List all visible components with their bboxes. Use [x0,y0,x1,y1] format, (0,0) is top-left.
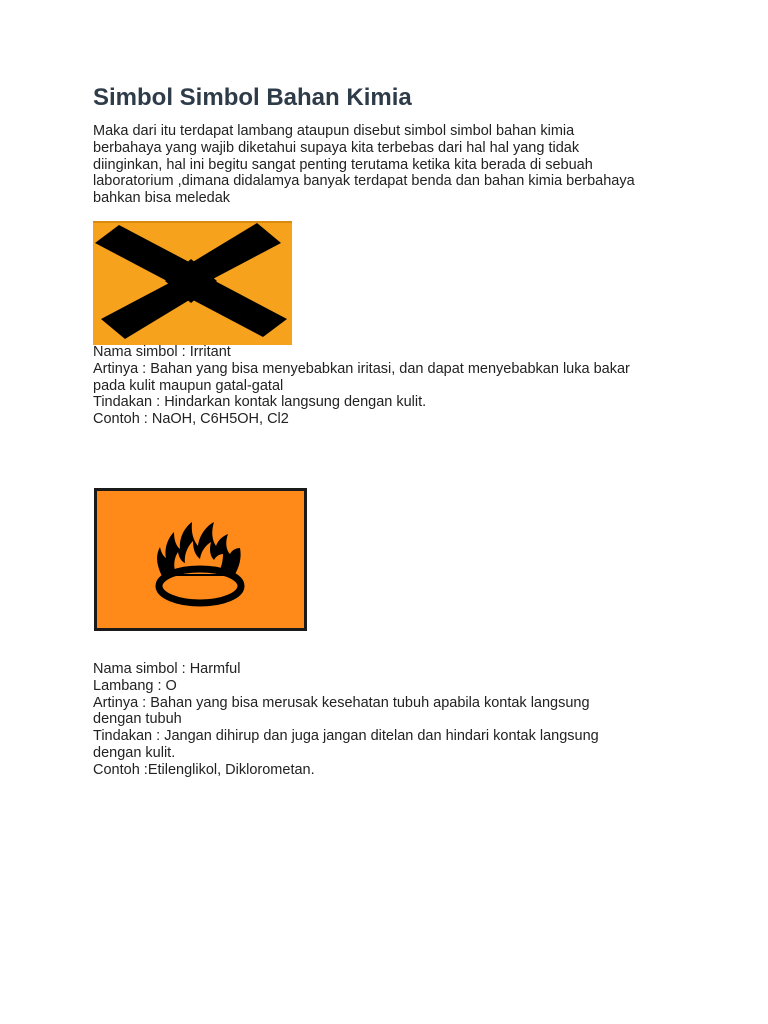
intro-line: berbahaya yang wajib diketahui supaya kita terbebas dari hal hal yang tidak [93,139,580,156]
harmful-description [93,661,693,779]
harmful-action-line: Tindakan : Jangan dihirup dan juga jangan ditelan dan hindari kontak langsung [93,728,599,745]
flame-over-circle-symbol-icon [94,488,307,631]
irritant-meaning-line: Artinya : Bahan yang bisa menyebabkan iritasi, dan dapat menyebabkan luka bakar [93,360,630,377]
harmful-meaning-line: dengan tubuh [93,711,182,728]
intro-line: laboratorium ,dimana didalamya banyak terdapat benda dan bahan kimia berbahaya [93,173,635,190]
irritant-meaning-line: pada kulit maupun gatal-gatal [93,377,284,394]
intro-paragraph [93,123,693,207]
harmful-action-line: dengan kulit. [93,744,176,761]
irritant-example-line: Contoh : NaOH, C6H5OH, Cl2 [93,411,289,428]
irritant-x-symbol-icon [93,221,292,345]
harmful-example-line: Contoh :Etilenglikol, Diklorometan. [93,761,315,778]
harmful-meaning-line: Artinya : Bahan yang bisa merusak kesehatan tubuh apabila kontak langsung [93,694,590,711]
document-title: Simbol Simbol Bahan Kimia [93,84,412,111]
intro-line: bahkan bisa meledak [93,190,231,207]
irritant-description [93,344,693,428]
intro-line: diinginkan, hal ini begitu sangat penting terutama ketika kita berada di sebuah [93,156,593,173]
harmful-symbol-line: Lambang : O [93,677,177,694]
irritant-action-line: Tindakan : Hindarkan kontak langsung dengan kulit. [93,394,427,411]
irritant-name-line: Nama simbol : Irritant [93,344,231,360]
harmful-name-line: Nama simbol : Harmful [93,661,241,677]
intro-line: Maka dari itu terdapat lambang ataupun disebut simbol simbol bahan kimia [93,123,575,139]
